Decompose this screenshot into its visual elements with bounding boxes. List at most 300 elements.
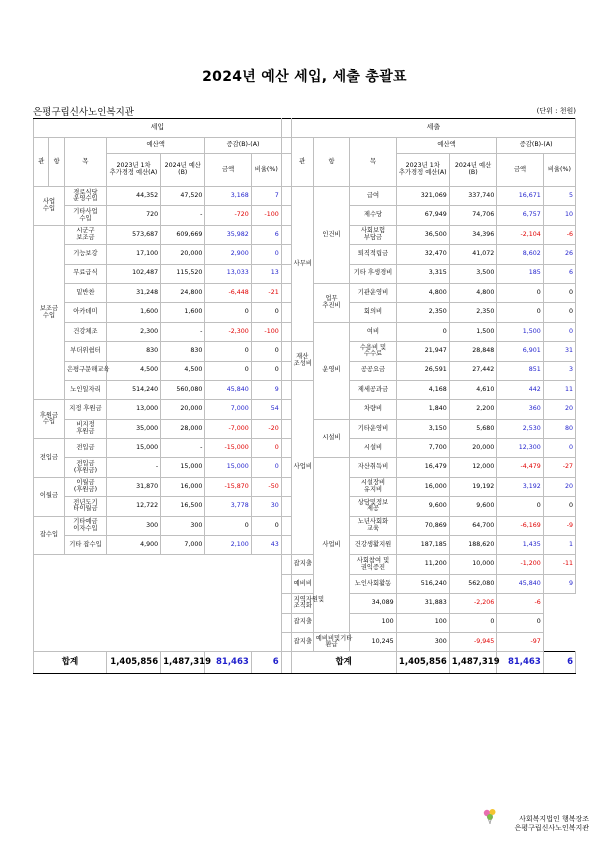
divider	[281, 536, 291, 555]
income-gwan-cell: 잡수입	[34, 516, 65, 555]
expense-prev-cell: 26,591	[396, 361, 449, 380]
expense-amount-cell: 1,435	[497, 536, 543, 555]
income-ratio-cell: 0	[251, 303, 281, 322]
income-cur-cell: 28,000	[161, 419, 205, 438]
income-mok-cell: 은평구문해교육	[64, 361, 106, 380]
expense-amount-cell: 16,671	[497, 187, 543, 206]
expense-total-cur: 1,487,319	[449, 652, 497, 674]
expense-cur-cell: 34,396	[449, 225, 497, 244]
divider	[281, 613, 291, 632]
expense-amount-cell: -4,479	[497, 458, 543, 477]
income-ratio-cell: -100	[251, 322, 281, 341]
expense-prev-cell: 187,185	[396, 536, 449, 555]
income-ratio-cell: 13	[251, 264, 281, 283]
expense-mok-cell: 기타 후생경비	[350, 264, 396, 283]
expense-ratio-cell: 26	[543, 245, 575, 264]
income-amount-cell: 15,000	[205, 458, 251, 477]
expense-cur-cell: 41,072	[449, 245, 497, 264]
expense-ratio-cell: 0	[543, 439, 575, 458]
income-cur-cell: 1,600	[161, 303, 205, 322]
expense-mok-cell: 공공요금	[350, 361, 396, 380]
expense-mok-cell: 잡지출	[291, 613, 313, 632]
income-cur-cell: 47,520	[161, 187, 205, 206]
income-prev-cell: 2,300	[106, 322, 160, 341]
divider	[281, 516, 291, 535]
expense-cur-cell: 28,848	[449, 342, 497, 361]
income-amount-cell: -15,870	[205, 477, 251, 496]
expense-gwan-cell: 사무비	[291, 187, 313, 342]
expense-ratio-cell: 80	[543, 419, 575, 438]
income-cur-cell: -	[161, 439, 205, 458]
expense-total-ratio: 6	[543, 652, 575, 674]
income-prev-cell: -	[106, 458, 160, 477]
expense-amount-cell: -6,169	[497, 516, 543, 535]
income-mok-cell: 아카데미	[64, 303, 106, 322]
income-ratio-cell: 0	[251, 342, 281, 361]
expense-amount-cell: -2,206	[449, 594, 497, 613]
expense-gwan-cell: 사업비	[291, 380, 313, 555]
expense-cur-cell: 4,800	[449, 283, 497, 302]
expense-cur-cell: 100	[396, 613, 449, 632]
income-mok-cell: 이월금 (후원금)	[64, 477, 106, 496]
income-cur-cell: 300	[161, 516, 205, 535]
expense-ratio-cell: -27	[543, 458, 575, 477]
expense-col-budget: 예산액	[396, 138, 497, 154]
expense-ratio-cell: 3	[543, 361, 575, 380]
income-ratio-cell: 0	[251, 458, 281, 477]
income-prev-cell: 4,500	[106, 361, 160, 380]
expense-hang-cell: 업무 추진비	[313, 283, 349, 322]
expense-hang-cell: 사업비	[313, 458, 349, 633]
income-prev-cell: 4,900	[106, 536, 160, 555]
divider	[281, 594, 291, 613]
divider	[281, 303, 291, 322]
income-amount-cell: 0	[205, 516, 251, 535]
divider	[281, 497, 291, 516]
income-mok-cell: 밑반찬	[64, 283, 106, 302]
income-amount-cell: 0	[205, 342, 251, 361]
expense-mok-cell: 수용비 및 수수료	[350, 342, 396, 361]
income-ratio-cell: -100	[251, 206, 281, 225]
expense-cur-cell: 188,620	[449, 536, 497, 555]
footer-line-1: 사회복지법인 행복장조	[519, 815, 589, 823]
income-ratio-cell: 30	[251, 497, 281, 516]
income-gwan-cell: 사업 수입	[34, 187, 65, 226]
total-row	[34, 652, 576, 674]
expense-prev-cell: 516,240	[396, 574, 449, 593]
expense-mok-cell: 사회참여 및 권익증진	[350, 555, 396, 574]
divider	[281, 574, 291, 593]
expense-col-ratio: 비율(%)	[543, 154, 575, 187]
income-col-cur: 2024년 예산(B)	[161, 154, 205, 187]
income-ratio-cell: -21	[251, 283, 281, 302]
income-amount-cell: 35,982	[205, 225, 251, 244]
expense-cur-cell: 337,740	[449, 187, 497, 206]
income-cur-cell: -	[161, 206, 205, 225]
expense-gwan-cell: 예비비	[291, 574, 313, 593]
income-prev-cell: 44,352	[106, 187, 160, 206]
expense-mok-cell: 노인사회활동	[350, 574, 396, 593]
income-cur-cell: -	[161, 322, 205, 341]
expense-prev-cell: 1,840	[396, 400, 449, 419]
expense-hang-cell: 인건비	[313, 187, 349, 284]
expense-amount-cell: -9,945	[449, 632, 497, 651]
expense-amount-cell: 6,901	[497, 342, 543, 361]
expense-mok-cell: 상담및정보 제공	[350, 497, 396, 516]
income-amount-cell: 2,100	[205, 536, 251, 555]
expense-prev-cell: 3,150	[396, 419, 449, 438]
income-prev-cell: 17,100	[106, 245, 160, 264]
divider	[281, 632, 291, 651]
income-ratio-cell: 6	[251, 225, 281, 244]
divider	[281, 342, 291, 361]
income-gwan-cell: 후원금 수입	[34, 400, 65, 439]
expense-mok-cell: 노년사회화 교육	[350, 516, 396, 535]
expense-gwan-cell: 재산 조성비	[291, 342, 313, 381]
income-amount-cell: -720	[205, 206, 251, 225]
expense-ratio-cell: 5	[543, 187, 575, 206]
divider	[281, 361, 291, 380]
income-mok-cell: 노인일자리	[64, 380, 106, 399]
expense-mok-cell: 기관운영비	[350, 283, 396, 302]
footer-signature	[515, 815, 589, 834]
expense-prev-cell: 11,200	[396, 555, 449, 574]
income-total-prev: 1,405,856	[106, 652, 160, 674]
expense-cur-cell: 10,000	[449, 555, 497, 574]
income-ratio-cell: 0	[251, 245, 281, 264]
divider	[281, 477, 291, 496]
income-mok-cell: 부더위쉼터	[64, 342, 106, 361]
expense-cur-cell: 300	[396, 632, 449, 651]
divider	[281, 400, 291, 419]
income-col-change: 증감(B)-(A)	[205, 138, 281, 154]
expense-gwan-cell: 잡지출	[291, 555, 313, 574]
expense-col-mok: 목	[350, 138, 396, 187]
income-prev-cell: 35,000	[106, 419, 160, 438]
income-total-cur: 1,487,319	[161, 652, 205, 674]
expense-ratio-cell: 0	[497, 613, 543, 632]
expense-ratio-cell: 1	[543, 536, 575, 555]
expense-amount-cell: 851	[497, 361, 543, 380]
expense-amount-cell: 360	[497, 400, 543, 419]
expense-prev-cell: 70,869	[396, 516, 449, 535]
divider	[281, 458, 291, 477]
expense-prev-cell: 4,800	[396, 283, 449, 302]
income-amount-cell: -15,000	[205, 439, 251, 458]
expense-cur-cell: 3,500	[449, 264, 497, 283]
expense-ratio-cell: 0	[543, 497, 575, 516]
expense-prev-cell: 7,700	[396, 439, 449, 458]
table-row	[34, 555, 576, 574]
income-amount-cell: -6,448	[205, 283, 251, 302]
income-amount-cell: 0	[205, 303, 251, 322]
income-mok-cell: 전입금	[64, 439, 106, 458]
expense-ratio-cell: -6	[497, 594, 543, 613]
income-cur-cell: 7,000	[161, 536, 205, 555]
income-prev-cell: 514,240	[106, 380, 160, 399]
expense-ratio-cell: 10	[543, 206, 575, 225]
income-cur-cell: 115,520	[161, 264, 205, 283]
expense-ratio-cell: 0	[543, 303, 575, 322]
income-ratio-cell: 43	[251, 536, 281, 555]
divider	[281, 322, 291, 341]
expense-col-amount: 금액	[497, 154, 543, 187]
expense-ratio-cell: 20	[543, 477, 575, 496]
divider	[281, 380, 291, 399]
income-col-amount: 금액	[205, 154, 251, 187]
divider	[281, 419, 291, 438]
expense-cur-cell: 1,500	[449, 322, 497, 341]
expense-mok-cell: 시설비	[350, 439, 396, 458]
expense-cur-cell: 20,000	[449, 439, 497, 458]
organization-name: 은평구립신사노인복지관	[33, 107, 134, 118]
expense-mok-cell: 사회보험 부담금	[350, 225, 396, 244]
income-empty-area	[34, 555, 282, 652]
balloon-logo-icon	[482, 808, 498, 826]
income-amount-cell: 3,168	[205, 187, 251, 206]
expense-total-amount: 81,463	[497, 652, 543, 674]
income-total-label: 합계	[34, 652, 107, 674]
income-total-amount: 81,463	[205, 652, 251, 674]
income-gwan-cell: 이월금	[34, 477, 65, 516]
expense-ratio-cell: -6	[543, 225, 575, 244]
income-ratio-cell: -50	[251, 477, 281, 496]
expense-mok-cell: 기타운영비	[350, 419, 396, 438]
expense-amount-cell: 12,300	[497, 439, 543, 458]
income-amount-cell: 7,000	[205, 400, 251, 419]
income-prev-cell: 830	[106, 342, 160, 361]
income-col-gwan: 관	[34, 138, 49, 187]
income-col-prev: 2023년 1차 추가경정 예산(A)	[106, 154, 160, 187]
income-ratio-cell: 0	[251, 439, 281, 458]
expense-mok-cell: 자산취득비	[350, 458, 396, 477]
income-col-budget: 예산액	[106, 138, 204, 154]
income-cur-cell: 15,000	[161, 458, 205, 477]
income-ratio-cell: 54	[251, 400, 281, 419]
divider	[281, 245, 291, 264]
income-prev-cell: 300	[106, 516, 160, 535]
income-col-ratio: 비율(%)	[251, 154, 281, 187]
divider	[281, 555, 291, 574]
expense-mok-cell: 차량비	[350, 400, 396, 419]
expense-prev-cell: 9,600	[396, 497, 449, 516]
expense-cur-cell: 2,350	[449, 303, 497, 322]
expense-cur-cell: 9,600	[449, 497, 497, 516]
income-cur-cell: 20,000	[161, 400, 205, 419]
income-prev-cell: 102,487	[106, 264, 160, 283]
income-mok-cell: 기능보강	[64, 245, 106, 264]
table-row	[34, 380, 576, 399]
income-prev-cell: 573,687	[106, 225, 160, 244]
divider	[281, 652, 291, 674]
expense-prev-cell: 100	[350, 613, 396, 632]
expense-col-hang: 항	[313, 138, 349, 187]
expense-amount-cell: 45,840	[497, 574, 543, 593]
expense-mok-cell: 건강생활지원	[350, 536, 396, 555]
income-col-mok: 목	[64, 138, 106, 187]
expense-amount-cell: -2,104	[497, 225, 543, 244]
income-mok-cell: 건강체조	[64, 322, 106, 341]
expense-col-change: 증감(B)-(A)	[497, 138, 576, 154]
expense-ratio-cell: 6	[543, 264, 575, 283]
income-prev-cell: 31,870	[106, 477, 160, 496]
divider	[281, 187, 291, 206]
expense-prev-cell: 0	[396, 322, 449, 341]
expense-ratio-cell: 31	[543, 342, 575, 361]
expense-mok-cell: 여비	[350, 322, 396, 341]
page-title: 2024년 예산 세입, 세출 총괄표	[202, 69, 407, 85]
income-mok-cell: 기타 잡수입	[64, 536, 106, 555]
income-mok-cell: 전입금 (후원금)	[64, 458, 106, 477]
expense-prev-cell: 16,000	[396, 477, 449, 496]
expense-cur-cell: 19,192	[449, 477, 497, 496]
expense-cur-cell: 12,000	[449, 458, 497, 477]
expense-prev-cell: 3,315	[396, 264, 449, 283]
expense-mok-cell: 제수당	[350, 206, 396, 225]
income-col-hang: 항	[49, 138, 64, 187]
expense-mok-cell: 지역자원및 조직화	[291, 594, 313, 613]
income-cur-cell: 24,800	[161, 283, 205, 302]
expense-prev-cell: 10,245	[350, 632, 396, 651]
expense-mok-cell: 시설장비 유지비	[350, 477, 396, 496]
income-prev-cell: 12,722	[106, 497, 160, 516]
income-mok-cell: 기타예금 이자수입	[64, 516, 106, 535]
divider	[281, 206, 291, 225]
expense-ratio-cell: -11	[543, 555, 575, 574]
income-ratio-cell: 0	[251, 516, 281, 535]
expense-ratio-cell: 11	[543, 380, 575, 399]
income-amount-cell: 2,900	[205, 245, 251, 264]
income-cur-cell: 609,669	[161, 225, 205, 244]
expense-prev-cell: 2,350	[396, 303, 449, 322]
expense-amount-cell: 2,530	[497, 419, 543, 438]
expense-prev-cell: 67,949	[396, 206, 449, 225]
divider	[281, 283, 291, 302]
expense-amount-cell: 0	[497, 303, 543, 322]
expense-amount-cell: -1,200	[497, 555, 543, 574]
income-header: 세입	[34, 119, 282, 138]
divider	[281, 264, 291, 283]
income-cur-cell: 830	[161, 342, 205, 361]
income-mok-cell: 비지정 후원금	[64, 419, 106, 438]
expense-prev-cell: 34,089	[350, 594, 396, 613]
income-prev-cell: 31,248	[106, 283, 160, 302]
income-ratio-cell: -20	[251, 419, 281, 438]
expense-amount-cell: 0	[497, 497, 543, 516]
expense-prev-cell: 321,069	[396, 187, 449, 206]
income-prev-cell: 15,000	[106, 439, 160, 458]
income-prev-cell: 13,000	[106, 400, 160, 419]
expense-col-prev: 2023년 1차 추가경정 예산(A)	[396, 154, 449, 187]
expense-cur-cell: 74,706	[449, 206, 497, 225]
expense-mok-cell: 퇴직적립금	[350, 245, 396, 264]
expense-prev-cell: 21,947	[396, 342, 449, 361]
expense-hang-cell: 잡지출	[291, 632, 313, 651]
expense-hang-cell: 운영비	[313, 322, 349, 419]
income-amount-cell: 0	[205, 361, 251, 380]
expense-ratio-cell: 0	[543, 283, 575, 302]
expense-ratio-cell: -97	[497, 632, 543, 651]
expense-mok-cell: 예비비및기타 환급	[313, 632, 349, 651]
table-row	[34, 342, 576, 361]
income-ratio-cell: 9	[251, 380, 281, 399]
income-cur-cell: 20,000	[161, 245, 205, 264]
income-amount-cell: 13,033	[205, 264, 251, 283]
expense-amount-cell: 0	[497, 283, 543, 302]
expense-cur-cell: 64,700	[449, 516, 497, 535]
divider	[281, 225, 291, 244]
unit-note: (단위 : 천원)	[536, 107, 576, 115]
budget-summary-table	[33, 118, 576, 674]
income-cur-cell: 560,080	[161, 380, 205, 399]
income-amount-cell: 45,840	[205, 380, 251, 399]
expense-col-cur: 2024년 예산(B)	[449, 154, 497, 187]
expense-mok-cell: 급여	[350, 187, 396, 206]
income-amount-cell: -2,300	[205, 322, 251, 341]
income-prev-cell: 1,600	[106, 303, 160, 322]
expense-prev-cell: 32,470	[396, 245, 449, 264]
expense-ratio-cell: -9	[543, 516, 575, 535]
expense-total-label: 합계	[291, 652, 396, 674]
income-cur-cell: 16,500	[161, 497, 205, 516]
expense-amount-cell: 1,500	[497, 322, 543, 341]
expense-cur-cell: 562,080	[449, 574, 497, 593]
income-total-ratio: 6	[251, 652, 281, 674]
income-mok-cell: 경로식당 운영수입	[64, 187, 106, 206]
income-gwan-cell: 전입금	[34, 439, 65, 478]
expense-total-prev: 1,405,856	[396, 652, 449, 674]
expense-prev-cell: 16,479	[396, 458, 449, 477]
expense-amount-cell: 442	[497, 380, 543, 399]
income-mok-cell: 무료급식	[64, 264, 106, 283]
expense-prev-cell: 4,168	[396, 380, 449, 399]
income-prev-cell: 720	[106, 206, 160, 225]
income-cur-cell: 16,000	[161, 477, 205, 496]
expense-ratio-cell: 0	[543, 322, 575, 341]
income-cur-cell: 4,500	[161, 361, 205, 380]
expense-amount-cell: 0	[449, 613, 497, 632]
expense-cur-cell: 5,680	[449, 419, 497, 438]
expense-ratio-cell: 20	[543, 400, 575, 419]
expense-amount-cell: 6,757	[497, 206, 543, 225]
divider	[281, 439, 291, 458]
expense-col-gwan: 관	[291, 138, 313, 187]
expense-header: 세출	[291, 119, 575, 138]
expense-cur-cell: 27,442	[449, 361, 497, 380]
expense-cur-cell: 4,610	[449, 380, 497, 399]
income-amount-cell: -7,000	[205, 419, 251, 438]
footer-line-2: 은평구립신사노인복지관	[514, 824, 589, 833]
income-ratio-cell: 0	[251, 361, 281, 380]
income-mok-cell: 지정 후원금	[64, 400, 106, 419]
expense-prev-cell: 36,500	[396, 225, 449, 244]
expense-mok-cell: 제세공과금	[350, 380, 396, 399]
income-mok-cell: 기타사업 수입	[64, 206, 106, 225]
income-amount-cell: 3,778	[205, 497, 251, 516]
income-gwan-cell: 보조금 수입	[34, 225, 65, 400]
expense-mok-cell: 회의비	[350, 303, 396, 322]
table-row	[34, 187, 576, 206]
expense-ratio-cell: 9	[543, 574, 575, 593]
income-mok-cell: 시군구 보조금	[64, 225, 106, 244]
income-mok-cell: 전년도기 타이월금	[64, 497, 106, 516]
income-ratio-cell: 7	[251, 187, 281, 206]
expense-amount-cell: 8,602	[497, 245, 543, 264]
expense-amount-cell: 3,192	[497, 477, 543, 496]
expense-cur-cell: 2,200	[449, 400, 497, 419]
expense-amount-cell: 185	[497, 264, 543, 283]
expense-hang-cell: 시설비	[313, 419, 349, 458]
